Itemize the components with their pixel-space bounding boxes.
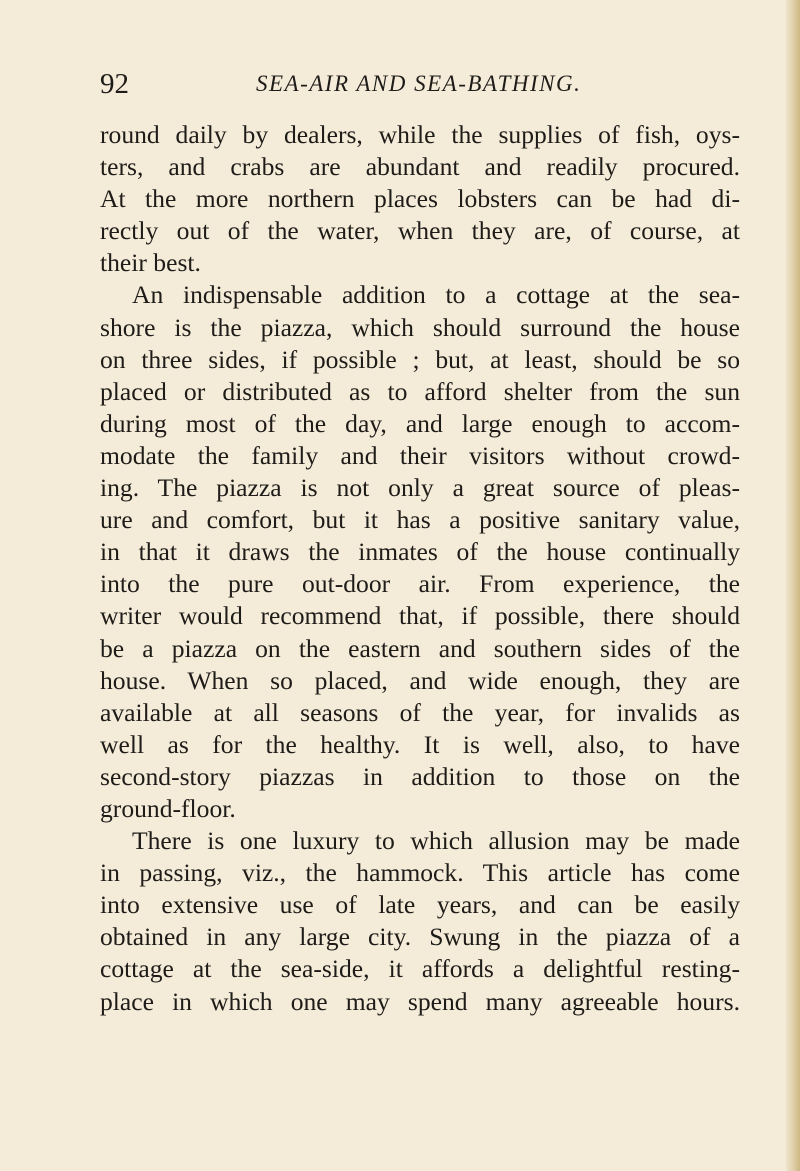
page-edge [786, 0, 800, 1171]
text-line: shore is the piazza, which should surround the house [100, 312, 740, 342]
text-line: place in which one may spend many agreeable hours. [100, 986, 740, 1016]
text-line: ing. The piazza is not only a great source of pleas- [100, 473, 740, 503]
text-line: ure and comfort, but it has a positive sanitary value, [100, 505, 740, 535]
text-line: into extensive use of late years, and can be easily [100, 890, 740, 920]
text-line: house. When so placed, and wide enough, they are [100, 665, 740, 695]
text-line: ters, and crabs are abundant and readily procured. [100, 152, 740, 182]
running-head [100, 64, 740, 104]
text-line: writer would recommend that, if possible, there should [100, 601, 740, 631]
text-line: cottage at the sea-side, it affords a delightful resting- [100, 954, 740, 984]
text-line: round daily by dealers, while the supplies of fish, oys- [100, 120, 740, 149]
text-line: on three sides, if possible ; but, at least, should be so [100, 344, 740, 374]
text-line: At the more northern places lobsters can be had di- [100, 184, 740, 214]
text-line: placed or distributed as to afford shelter from the sun [100, 376, 740, 406]
page-number: 92 [100, 68, 129, 100]
text-line: in passing, viz., the hammock. This article has come [100, 858, 740, 888]
text-line: be a piazza on the eastern and southern sides of the [100, 633, 740, 663]
text-line: their best. [100, 248, 201, 278]
text-line: obtained in any large city. Swung in the piazza of a [100, 922, 740, 952]
text-line: during most of the day, and large enough to accom- [100, 408, 740, 438]
text-line: modate the family and their visitors without crowd- [100, 440, 740, 470]
text-line: available at all seasons of the year, for invalids as [100, 697, 740, 727]
text-line: There is one luxury to which allusion may be made [132, 826, 740, 856]
text-line: in that it draws the inmates of the house continually [100, 537, 740, 567]
text-line: rectly out of the water, when they are, of course, at [100, 216, 740, 246]
text-line: second-story piazzas in addition to those on the [100, 761, 740, 791]
running-title: SEA-AIR AND SEA-BATHING. [256, 71, 582, 96]
text-line: into the pure out-door air. From experience, the [100, 569, 740, 599]
text-line: ground-floor. [100, 793, 236, 823]
text-line: well as for the healthy. It is well, also, to have [100, 729, 740, 759]
body-text [100, 119, 740, 1018]
text-line: An indispensable addition to a cottage at the sea- [132, 280, 740, 310]
